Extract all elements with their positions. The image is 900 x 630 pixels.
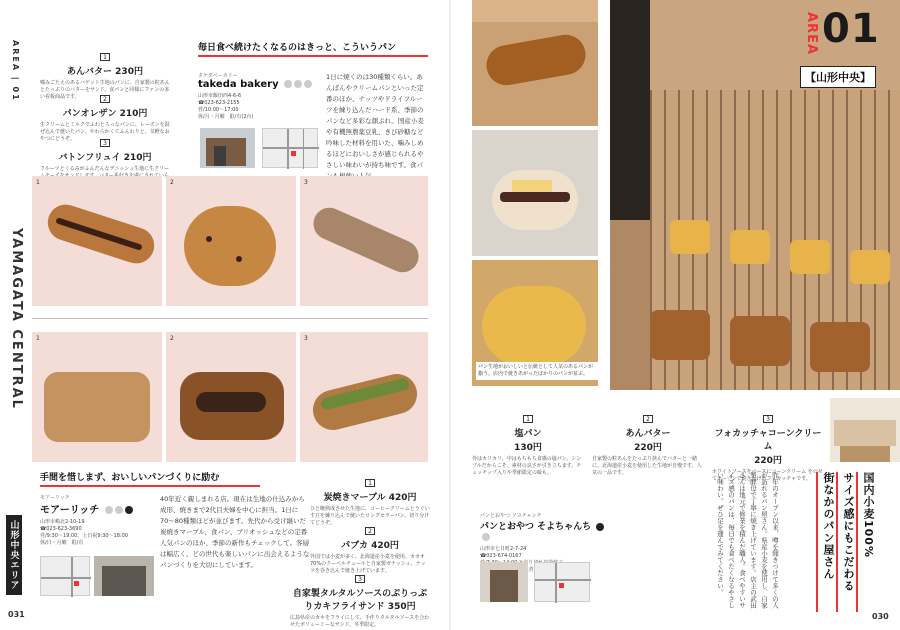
shop-map — [40, 556, 90, 596]
facebook-icon[interactable] — [596, 523, 604, 531]
list-item: 1 炭焼きマーブル 420円 ひと晩熟成させた生地に、コーヒークリームとうぐいす豆を練り込んで焼いたロングセラーパン。切り分けてどうぞ。 — [310, 480, 430, 526]
shop-photo — [200, 128, 255, 168]
feature-headline-2: サイズ感にもこだわる — [836, 472, 856, 612]
facebook-icon[interactable] — [105, 506, 113, 514]
shop-map — [262, 128, 318, 168]
shop-headline: 毎日食べ続けたくなるのはきっと、こういうパン — [198, 40, 428, 57]
list-item: 1 塩パン 130円 外はカリカリ、中はもちもち食感の塩パン。シンプルだからこそ、素材の良さが引き立ちます。チュッチップ入りや季節限定の味も。 — [472, 416, 582, 476]
shop-map — [534, 562, 590, 602]
shop-card: モアーリッチ モアーリッチ 山形市嶋北2-10-19 ☎023-623-3690 営/9:30〜19:00、土日祝9:30〜18:00 休/日・月曜 駐/有 — [40, 494, 150, 547]
product-photo — [472, 130, 598, 256]
region-label: 【山形中央】 — [800, 66, 876, 88]
shop-description: 40年近く親しまれる店。現在は生地の仕込みから成形、焼きまで2代目夫婦を中心に担当。1日に70〜80種類ほどが並びます。先代から受け継いだ炭焼きマーブル、食パン、ブリオッシュなどの定番人気パンのほか、季節の新作もチェックして。客層は幅広く、どの世代も楽しいパンに出会えるようなパンづくりを大切にしています。 — [160, 495, 310, 569]
list-item: 3 自家製タルタルソースのぷりっぷりカキフライサンド 350円 広島県産のカキをフライにして、手作りタルタルソースを合わせたボリューミーなサンド。冬季限定。 — [290, 576, 430, 628]
area-tab: AREA | 01 — [11, 40, 20, 102]
area-side-bar: 山形中央エリア — [6, 515, 22, 595]
shop-description: 1日に焼くのは30種類くらい。あんぱんやクリームパンといった定番のほか、ナッツやドライフルーツを練り込んだハード系、季節のパンなど多彩な顔ぶれ。国産小麦や有機無農薬豆乳、きび砂糖など吟味した材料を用いた、噛みしめるほどにおいしさが感じられるやさしい味わいが持ち味です。食パ — [326, 73, 424, 169]
instagram-icon[interactable] — [304, 80, 312, 88]
divider — [32, 318, 428, 319]
shop-card: パンとおやつ ソヨチャンチ パンとおやつ そよちゃんち 山形市七日町2-7-24 ☎023-674-0167 — [480, 512, 610, 574]
shop-name: takeda bakery — [198, 79, 318, 90]
area-number: 01 — [822, 6, 880, 52]
instagram-icon[interactable] — [482, 533, 490, 541]
product-photo: 2 — [166, 176, 296, 306]
feature-body: 昨年のオープン以来、噂を聞きつけて多くの人が訪れるパン屋さん。県産小麦を使用し、自家製酵母で丁寧に焼き上げています。店主の武田さんは地元で修業を積んだ職人。食べやすいサイズ感のパンは、毎日でも食べたくなるやさしい味わい。ぜひ足を運んでみてください。 — [716, 472, 779, 609]
list-item: 2 パブカ 420円 外国では小麦が多く、北海道産小麦を使用。カカオ70%のクーベルチュールと自家製ガナッシュ、ナッツを巻き込んで焼き上げています。 — [310, 528, 426, 574]
facebook-icon[interactable] — [284, 80, 292, 88]
shop-name: モアーリッチ — [40, 501, 150, 516]
feature-headline-1: 国内小麦100% — [856, 472, 876, 612]
interior-photo — [830, 398, 900, 462]
product-photo — [472, 0, 598, 126]
list-item: 3 フォカッチャコーンクリーム 220円 ホワイトソースをベースにコーンクリーム をのせてオーブンで焼き上げたフォカッチャです。 — [712, 416, 823, 482]
twitter-icon[interactable] — [294, 80, 302, 88]
spread-gutter — [449, 0, 451, 630]
list-item: 2 パンオレザン 210円 生クリームとミルクでふわとろっなパンに、レーズンを混ぜ込んで焼いたパン。やわらかくてふんわりと、気軽なおやつにどうぞ。 — [40, 96, 170, 142]
twitter-icon[interactable] — [115, 506, 123, 514]
area-label: AREA — [804, 12, 819, 56]
page-number-left: 031 — [8, 610, 25, 619]
product-photo: 1 — [32, 332, 162, 462]
product-photo: 3 — [300, 332, 428, 462]
bakery-display-photo — [610, 0, 900, 390]
shop-headline: 手間を惜しまず、おいしいパンづくりに励む — [40, 470, 260, 487]
list-item: 2 あんバター 220円 自家製の粒あんをたっぷり挟んでバターと一緒に。北海道産小麦を使用した生地が自慢です。人気の一品です。 — [592, 416, 702, 476]
page-number-right: 030 — [872, 612, 889, 621]
feature-headline-3: 街なかのパン屋さん — [816, 472, 836, 612]
shop-name: パンとおやつ そよちゃんち — [480, 519, 610, 542]
shop-card: タケダベーカリー takeda bakery 山形市飯田西4-6-6 ☎023-623-2155 営/10:00〜17:00 休/月・月曜 駐/有(2台) — [198, 72, 318, 121]
list-item: 3 バトンフリュイ 210円 フルーツとくるみがふんだんなデニッシュ生地に生クリー — [40, 140, 170, 172]
product-photo: 1 — [32, 176, 162, 306]
side-title: YAMAGATA CENTRAL — [9, 228, 24, 410]
product-photo: 3 — [300, 176, 428, 306]
shop-photo — [94, 556, 154, 596]
shop-photo — [480, 562, 528, 602]
product-photo: 2 — [166, 332, 296, 462]
list-item: 1 あんバター 230円 噛みごたえのあるバゲット生地のパンに、自家製の粒あんとたっぷりのバターをサンド。食パンと同様にファンの多い看板商品です。 — [40, 54, 170, 100]
instagram-icon[interactable] — [125, 506, 133, 514]
